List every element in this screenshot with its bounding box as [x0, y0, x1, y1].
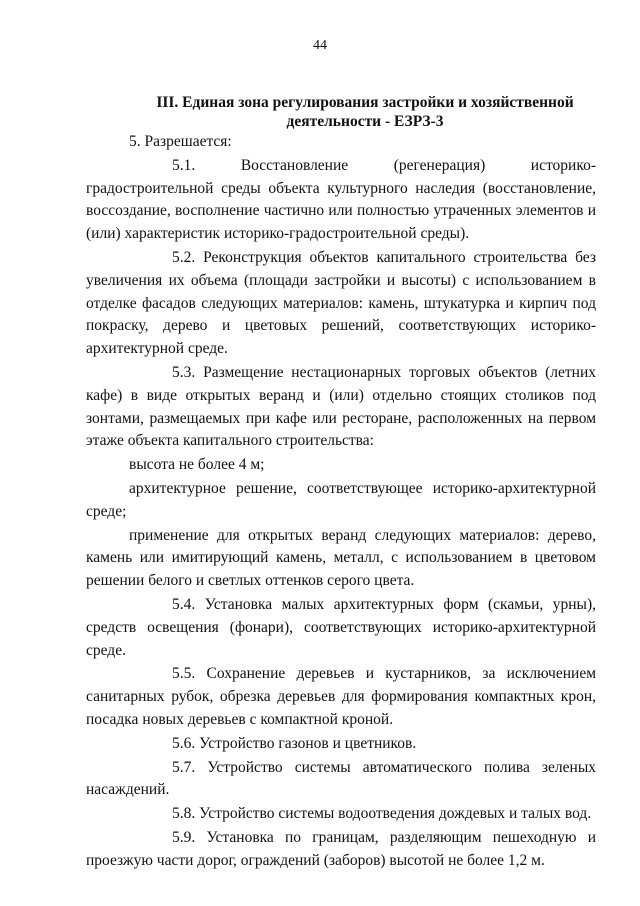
paragraph [86, 478, 596, 524]
paragraph-number: 5.4. [172, 595, 196, 613]
paragraph [86, 131, 596, 154]
paragraph-text: Устройство системы водоотведения дождевых и талых вод. [199, 805, 592, 823]
paragraph-text: Сохранение деревьев и кустарников, за исключением санитарных рубок, обрезка деревьев для формирования компактных крон, посадка новых деревьев с компактной кроной. [86, 665, 597, 728]
paragraph-text: Установка по границам, разделяющим пешеходную и проезжую части дорог, ограждений (заборов) высотой не более 1,2 м. [86, 828, 596, 869]
paragraph-text: Размещение нестационарных торговых объектов (летних кафе) в виде открытых веранд и (или) отдельно стоящих столиков под зонтами, размещаемых при кафе или ресторане, расположенных на первом этаже объекта капитального строительства: [86, 363, 597, 450]
paragraph-number: 5.3. [172, 363, 196, 381]
section-heading-line-2: деятельности - ЕЗРЗ-3 [286, 113, 444, 130]
paragraph-text: Реконструкция объектов капитального строительства без увеличения их объема (площади застройки и высоты) с использованием в отделке фасадов следующих материалов: камень, штукатурка и кирпич под покраску, дерево и цветовых решений, соответствующих историко-архитектурной среде. [86, 248, 596, 358]
page-number: 44 [313, 38, 327, 53]
paragraph-number: 5.9. [172, 828, 196, 846]
paragraph-text: высота не более 4 м; [129, 456, 265, 474]
paragraph-number: 5.8. [172, 805, 196, 823]
paragraph-number: 5.5. [172, 665, 196, 683]
paragraph-text: Устройство газонов и цветников. [199, 734, 417, 752]
paragraph [86, 362, 596, 453]
paragraph [86, 663, 596, 731]
paragraph-number: 5.7. [172, 758, 196, 776]
paragraph-number: 5.2. [172, 248, 196, 266]
paragraph [86, 733, 596, 756]
paragraph [86, 247, 596, 361]
document-body [86, 131, 596, 874]
paragraph-text: Восстановление (регенерация) историко-градостроительной среды объекта культурного наследия (восстановление, воссоздание, восполнение частично или полностью утраченных элементов и (или) характеристик историко-градостроительной среды). [86, 156, 596, 243]
paragraph [86, 525, 596, 593]
section-heading-line-1: III. Единая зона регулирования застройки и хозяйственной [156, 94, 574, 111]
section-heading [130, 93, 600, 131]
paragraph [86, 454, 596, 477]
paragraph-number: 5.1. [172, 156, 196, 174]
paragraph [86, 155, 596, 246]
paragraph [86, 803, 596, 826]
paragraph-text: архитектурное решение, соответствующее историко-архитектурной среде; [86, 479, 596, 520]
paragraph [86, 594, 596, 662]
paragraph-text: 5. Разрешается: [129, 133, 232, 150]
paragraph-text: Устройство системы автоматического полива зеленых насаждений. [86, 758, 597, 799]
paragraph-number: 5.6. [172, 734, 196, 752]
paragraph [86, 757, 596, 803]
paragraph [86, 827, 596, 873]
paragraph-text: применение для открытых веранд следующих материалов: дерево, камень или имитирующий камень, металл, с использованием в цветовом решении белого и светлых оттенков серого цвета. [86, 526, 596, 590]
paragraph-text: Установка малых архитектурных форм (скамьи, урны), средств освещения (фонари), соответствующих историко-архитектурной среде. [86, 595, 596, 659]
